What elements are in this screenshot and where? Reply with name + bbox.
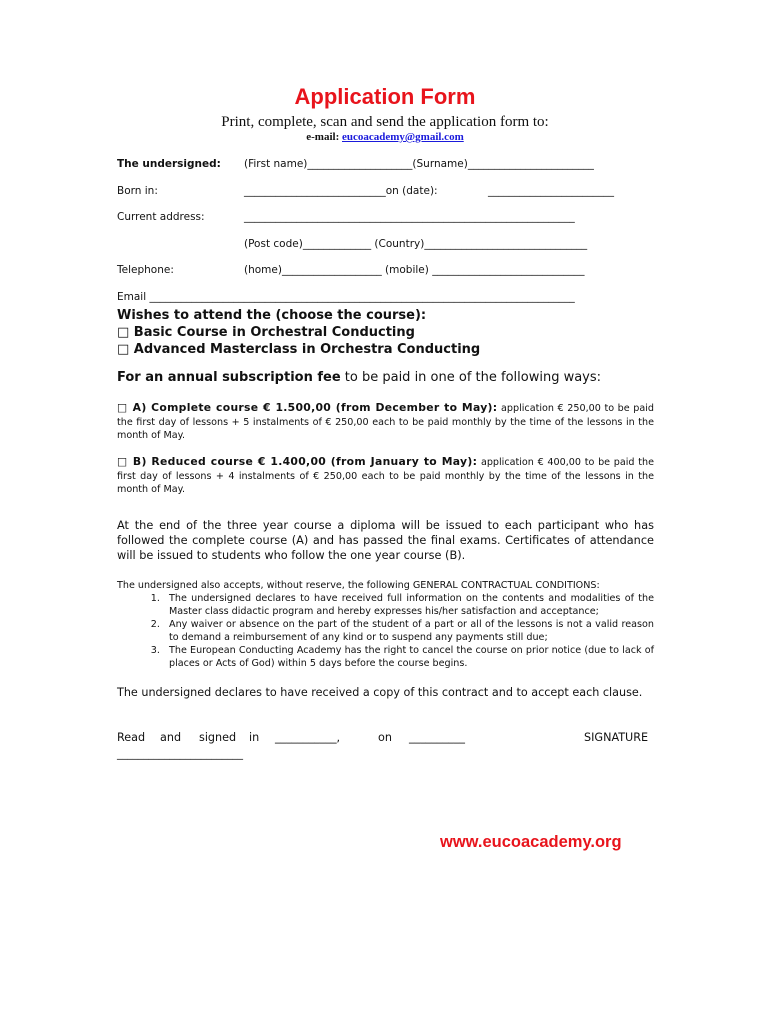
fee-heading-rest: to be paid in one of the following ways: bbox=[340, 370, 602, 385]
and-word: and bbox=[160, 731, 182, 744]
birthdate-field-line[interactable]: ________________________ bbox=[488, 185, 614, 197]
signature-label: SIGNATURE bbox=[584, 731, 649, 744]
place-field-line[interactable]: ___________, bbox=[275, 731, 341, 744]
conditions-list bbox=[117, 592, 654, 670]
page-title: Application Form bbox=[294, 84, 476, 109]
fee-heading-bold: For an annual subscription fee bbox=[117, 370, 341, 385]
declaration-text: The undersigned declares to have received a copy of this contract and to accept each clause. bbox=[117, 686, 643, 699]
in-word: in bbox=[249, 731, 260, 744]
on-word: on bbox=[378, 731, 392, 744]
email-prefix: e-mail: bbox=[306, 131, 342, 143]
telephone-field-line[interactable]: (home)___________________ (mobile) _____________________________ bbox=[244, 264, 585, 276]
contact-email-link[interactable]: eucoacademy@gmail.com bbox=[342, 131, 464, 143]
undersigned-label: The undersigned: bbox=[117, 158, 221, 170]
signature-field-line[interactable]: ________________________ bbox=[117, 748, 243, 760]
course-option-basic[interactable]: □ Basic Course in Orchestral Conducting bbox=[117, 325, 415, 340]
fee-option-b[interactable] bbox=[117, 455, 654, 497]
born-label: Born in: bbox=[117, 185, 158, 197]
address-label: Current address: bbox=[117, 211, 205, 223]
condition-item: 2. Any waiver or absence on the part of the student of a part or all of the lessons is not a valid reason to demand a reimbursement of any kind or to suspend any payments still due; bbox=[163, 618, 654, 644]
condition-item: 1. The undersigned declares to have received full information on the contents and modalities of the Master class didactic program and hereby expresses his/her satisfaction and acceptance; bbox=[163, 592, 654, 618]
fee-option-b-title: □ B) Reduced course € 1.400,00 (from January to May): bbox=[117, 455, 478, 468]
date-field-line[interactable]: __________ bbox=[409, 731, 465, 744]
telephone-label: Telephone: bbox=[117, 264, 174, 276]
fee-option-a-title: □ A) Complete course € 1.500,00 (from December to May): bbox=[117, 401, 498, 414]
course-heading: Wishes to attend the (choose the course): bbox=[117, 308, 427, 323]
website-link[interactable]: www.eucoacademy.org bbox=[440, 833, 622, 851]
email-field-line[interactable]: Email _________________________________________________________________________________ bbox=[117, 291, 575, 303]
fee-option-b-text: application € 400,00 to be paid the first day of lessons + 4 instalments of € 250,00 each to be paid monthly by the time of the lessons in the month of May. bbox=[117, 457, 654, 495]
read-word: Read bbox=[117, 731, 146, 744]
diploma-paragraph: At the end of the three year course a diploma will be issued to each participant who has followed the complete course (A) and has passed the final exams. Certificates of attendance will be issued to students who follow the one year course (B). bbox=[117, 519, 654, 562]
fee-option-a-text: application € 250,00 to be paid the first day of lessons + 5 instalments of € 250,00 each to be paid monthly by the time of the lessons in the month of May. bbox=[117, 403, 654, 441]
conditions-intro: The undersigned also accepts, without reserve, the following GENERAL CONTRACTUAL CONDITIONS: bbox=[117, 580, 600, 591]
fee-option-a[interactable] bbox=[117, 401, 654, 443]
fee-heading bbox=[117, 370, 601, 385]
contact-email-line bbox=[0, 131, 770, 143]
instructions-subtitle: Print, complete, scan and send the application form to: bbox=[221, 114, 549, 130]
address-field-line[interactable]: _______________________________________________________________ bbox=[244, 211, 575, 223]
signature-row bbox=[117, 731, 654, 744]
conditions-section bbox=[117, 579, 654, 670]
birthplace-field-line[interactable]: ___________________________on (date): bbox=[244, 185, 438, 197]
condition-item: 3. The European Conducting Academy has the right to cancel the course on prior notice (due to lack of places or Acts of God) within 5 days before the course begins. bbox=[163, 644, 654, 670]
signed-word: signed bbox=[199, 731, 237, 744]
course-option-advanced[interactable]: □ Advanced Masterclass in Orchestra Conducting bbox=[117, 342, 481, 357]
name-field-line[interactable]: (First name)____________________(Surname)________________________ bbox=[244, 158, 594, 170]
postcode-country-field-line[interactable]: (Post code)_____________ (Country)_______________________________ bbox=[244, 238, 588, 250]
